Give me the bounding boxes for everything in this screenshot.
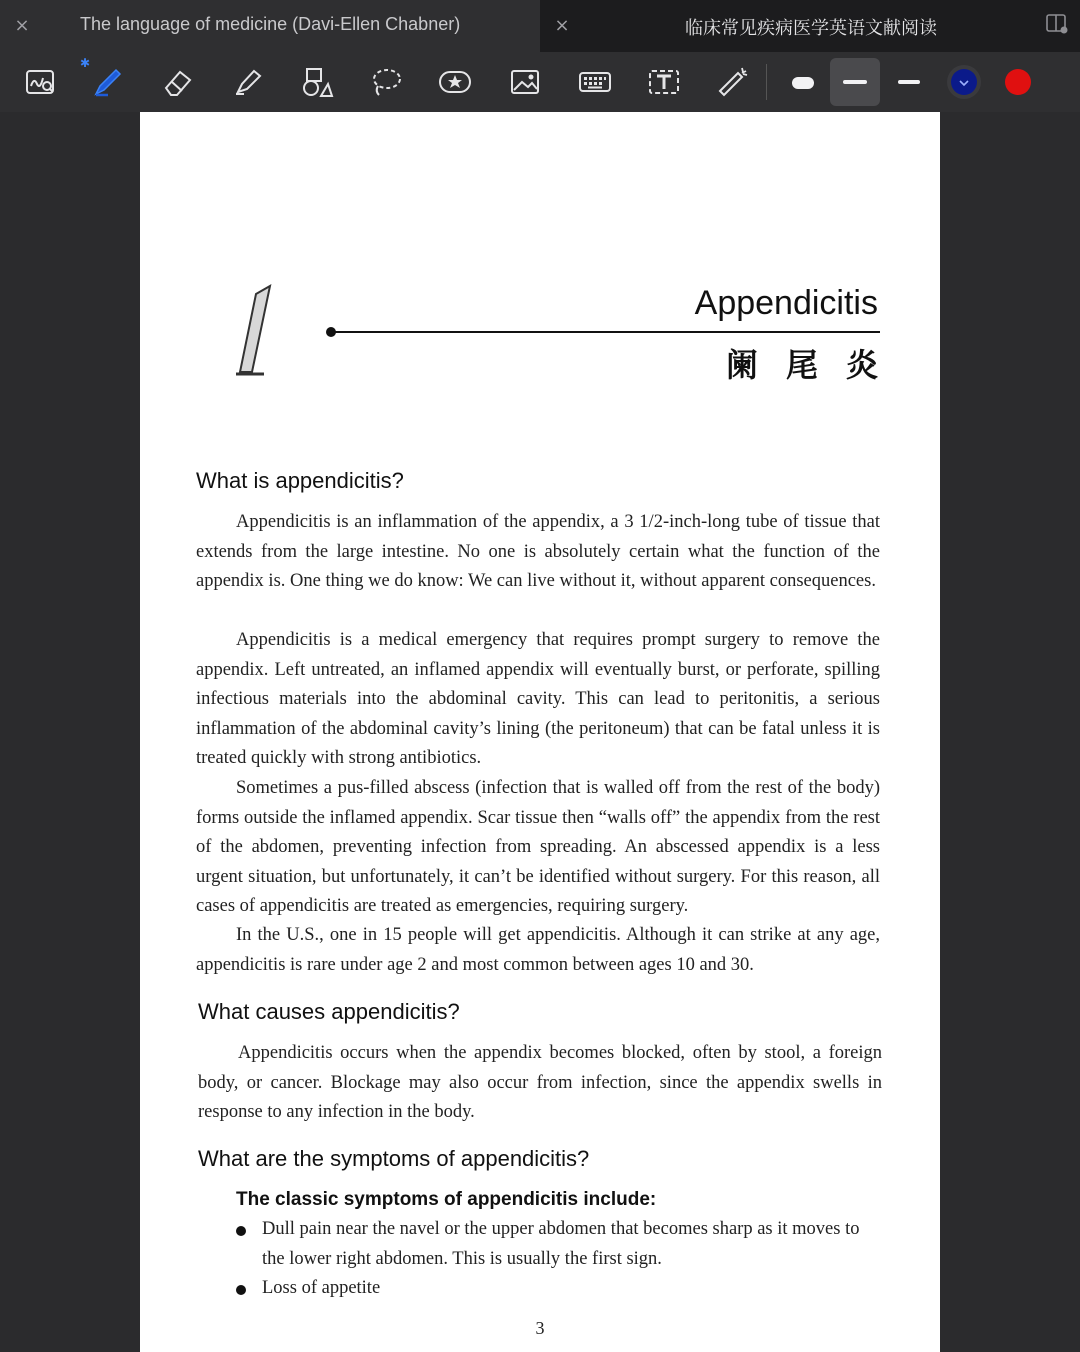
- pen-icon: [90, 64, 126, 100]
- lasso-tool[interactable]: [364, 60, 408, 104]
- bluetooth-icon: ✱: [80, 56, 91, 70]
- image-icon: [507, 64, 543, 100]
- chapter-title: Appendicitis: [694, 284, 878, 322]
- list-item-text: Dull pain near the navel or the upper abdomen that becomes sharp as it moves to the lower right abdomen. This is usually the first sign.: [262, 1219, 860, 1269]
- paragraph: Sometimes a pus-filled abscess (infection that is walled off from the rest of the body) forms outside the inflamed appendix. Scar tissue then “walls off” the appendix from the rest of the abdomen, preventing infection from spreading. An abscessed appendix is a less urgent situation, but unfortunately, it can’t be identified without surgery. For this reason, all cases of appendicitis are treated as emergencies, requiring surgery.: [196, 778, 880, 916]
- paragraph: Appendicitis is a medical emergency that requires prompt surgery to remove the appendix. Left untreated, an inflamed appendix will eventually burst, or perforate, spilling infectious materials into the abdominal cavity. This can lead to peritonitis, a serious inflammation of the abdominal cavity’s lining (the peritoneum) that can be fatal unless it is treated quickly with strong antibiotics.: [196, 630, 880, 768]
- list-item: [236, 1215, 882, 1274]
- stroke-medium-icon: [837, 64, 873, 100]
- bullet-dot: [236, 1226, 246, 1236]
- laser-pointer-tool[interactable]: [710, 60, 754, 104]
- tab-title: 临床常见疾病医学英语文献阅读: [685, 18, 937, 39]
- zoom-tool-icon: [22, 64, 58, 100]
- zoom-tool[interactable]: [18, 60, 62, 104]
- pen-tool[interactable]: [86, 60, 130, 104]
- sticker-tool[interactable]: [433, 60, 477, 104]
- stroke-thin-option[interactable]: [886, 60, 930, 104]
- section-heading: What is appendicitis?: [196, 468, 404, 493]
- shapes-tool[interactable]: [295, 60, 339, 104]
- color-swatch-icon: [946, 64, 982, 100]
- paragraph: Appendicitis is an inflammation of the appendix, a 3 1/2-inch-long tube of tissue that extends from the large intestine. No one is absolutely certain what the function of the appendix is. One thing we do know: We can live without it, without apparent consequences.: [196, 512, 880, 591]
- svg-text:1: 1: [226, 282, 227, 283]
- laser-pointer-icon: [714, 64, 750, 100]
- stroke-medium-option[interactable]: [830, 58, 880, 106]
- color-red-swatch[interactable]: [996, 60, 1040, 104]
- sticker-icon: [437, 64, 473, 100]
- stroke-thin-icon: [890, 64, 926, 100]
- color-navy-swatch[interactable]: [942, 60, 986, 104]
- bullet-dot: [236, 1285, 246, 1295]
- shapes-icon: [299, 64, 335, 100]
- chapter-title-chinese: 阑尾炎: [725, 346, 906, 384]
- annotation-toolbar: [0, 52, 1080, 112]
- highlighter-icon: [230, 64, 266, 100]
- list-item: [236, 1274, 882, 1304]
- color-swatch-icon: [1000, 64, 1036, 100]
- keyboard-tool[interactable]: [573, 60, 617, 104]
- toolbar-divider: [766, 64, 767, 100]
- image-tool[interactable]: [503, 60, 547, 104]
- section-heading: What are the symptoms of appendicitis?: [198, 1146, 590, 1171]
- eraser-icon: [160, 64, 196, 100]
- document-page: [140, 112, 940, 1352]
- chapter-rule: [330, 331, 880, 333]
- eraser-tool[interactable]: [156, 60, 200, 104]
- text-box-icon: [646, 64, 682, 100]
- close-tab-icon[interactable]: ×: [14, 15, 30, 36]
- keyboard-icon: [577, 64, 613, 100]
- tab-bar: [0, 0, 1080, 52]
- text-box-tool[interactable]: [642, 60, 686, 104]
- paragraph: Appendicitis occurs when the appendix becomes blocked, often by stool, a foreign body, or cancer. Blockage may also occur from infection, since the appendix swells in response to any infection in the body.: [198, 1043, 882, 1122]
- section-heading: What causes appendicitis?: [198, 999, 460, 1024]
- page-number: 3: [535, 1318, 545, 1338]
- close-tab-icon[interactable]: ×: [554, 15, 570, 36]
- subheading: The classic symptoms of appendicitis include:: [236, 1189, 657, 1210]
- stroke-thick-icon: [784, 64, 820, 100]
- tab-language-of-medicine[interactable]: [0, 0, 540, 52]
- tab-title: The language of medicine (Davi-Ellen Chabner): [80, 14, 461, 34]
- paragraph: In the U.S., one in 15 people will get appendicitis. Although it can strike at any age, appendicitis is rare under age 2 and most common between ages 10 and 30.: [196, 925, 880, 975]
- tab-clinical-english[interactable]: [540, 0, 1080, 52]
- split-view-icon[interactable]: [1046, 14, 1068, 34]
- stroke-thick-option[interactable]: [780, 60, 824, 104]
- lasso-icon: [368, 64, 404, 100]
- highlighter-tool[interactable]: [226, 60, 270, 104]
- list-item-text: Loss of appetite: [262, 1278, 381, 1298]
- chapter-number: [226, 282, 286, 382]
